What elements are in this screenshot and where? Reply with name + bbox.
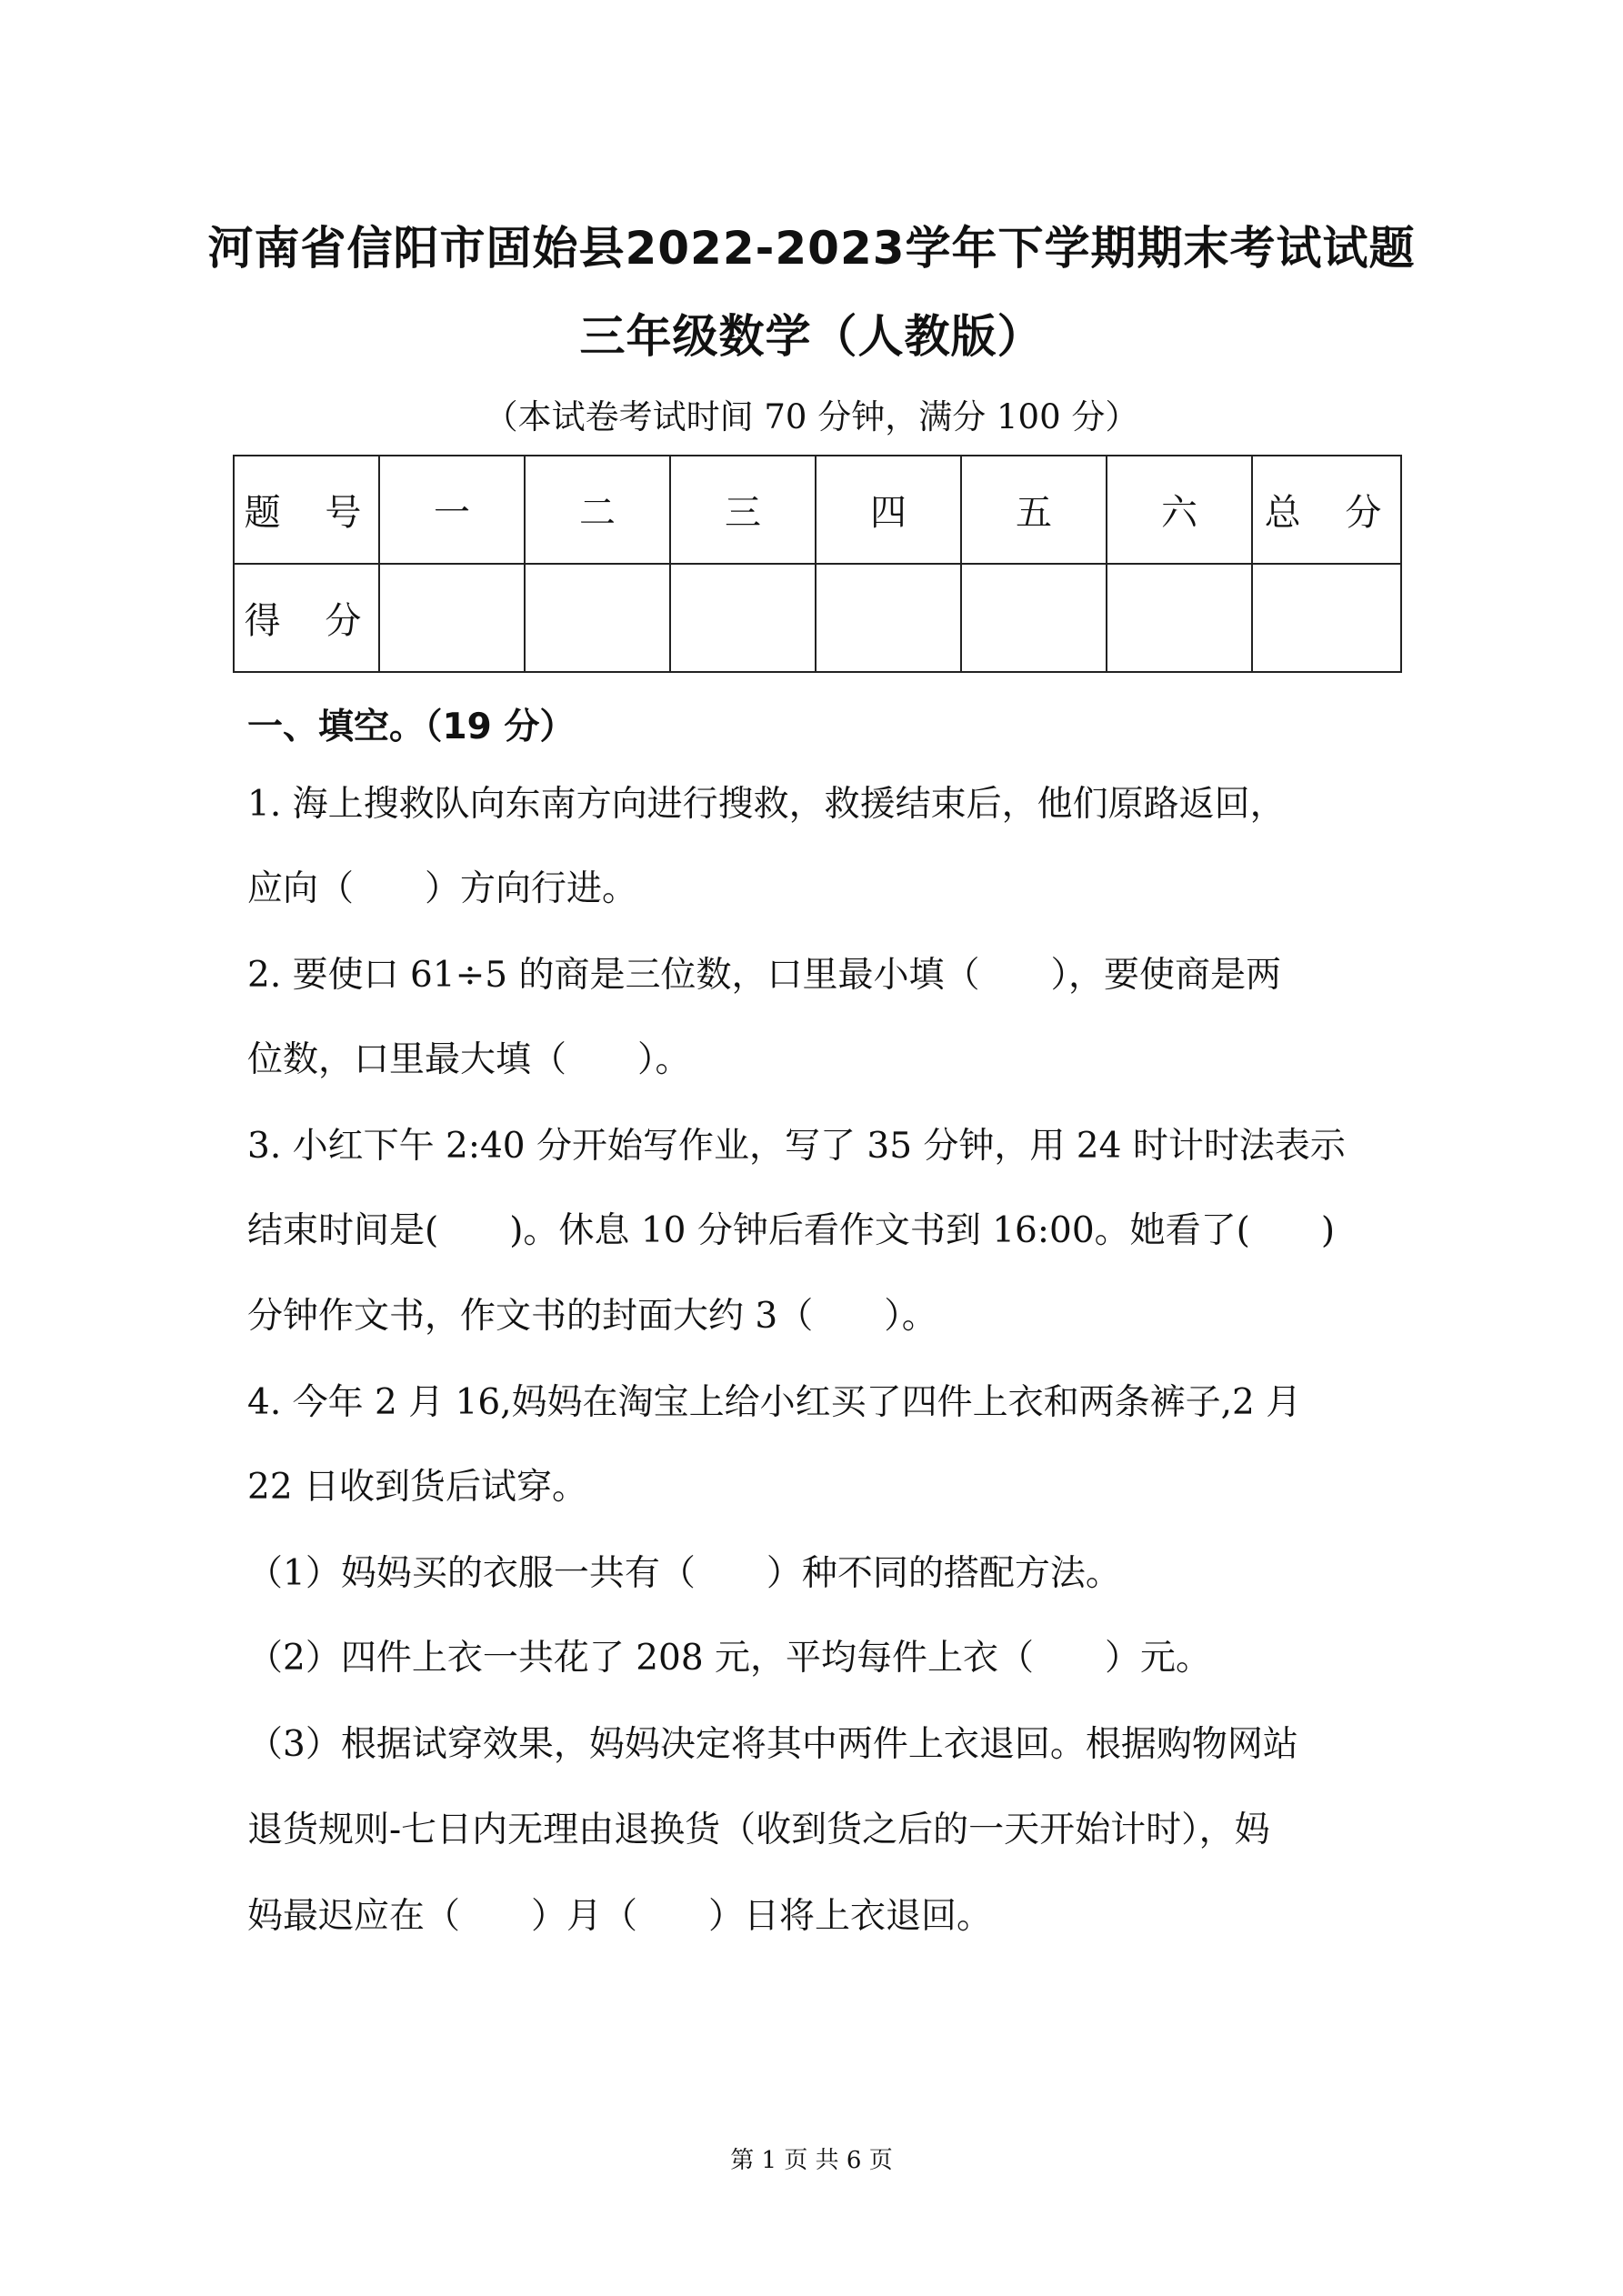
score-table [233, 455, 1402, 673]
question-line: 3. 小红下午 2:40 分开始写作业，写了 35 分钟，用 24 时计时法表示 [247, 1126, 1346, 1167]
question-line: 2. 要使口 61÷5 的商是三位数，口里最小填（ ），要使商是两 [247, 955, 1282, 996]
score-cell-5 [961, 564, 1107, 672]
question-line: 结束时间是( )。休息 10 分钟后看作文书到 16:00。她看了( ) [247, 1210, 1336, 1251]
score-table-row-label-question: 题 号 [234, 456, 379, 564]
score-table-row-label-score: 得 分 [234, 564, 379, 672]
question-line: 位数，口里最大填（ ）。 [247, 1039, 691, 1080]
score-table-col-3: 三 [670, 456, 816, 564]
score-table-col-total: 总 分 [1252, 456, 1401, 564]
score-table-col-4: 四 [816, 456, 961, 564]
score-cell-4 [816, 564, 961, 672]
question-line: （3）根据试穿效果，妈妈决定将其中两件上衣退回。根据购物网站 [247, 1724, 1298, 1765]
score-table-col-1: 一 [379, 456, 525, 564]
score-table-header-row [234, 456, 1401, 564]
question-line: 应向（ ）方向行进。 [247, 868, 638, 909]
score-cell-3 [670, 564, 816, 672]
question-line: 分钟作文书，作文书的封面大约 3（ ）。 [247, 1296, 937, 1337]
question-line: （2）四件上衣一共花了 208 元，平均每件上衣（ ）元。 [247, 1638, 1212, 1679]
score-cell-1 [379, 564, 525, 672]
score-table-col-5: 五 [961, 456, 1107, 564]
question-line: 退货规则-七日内无理由退换货（收到货之后的一天开始计时），妈 [247, 1810, 1270, 1850]
question-line: 22 日收到货后试穿。 [247, 1467, 588, 1508]
question-line: 4. 今年 2 月 16,妈妈在淘宝上给小红买了四件上衣和两条裤子,2 月 [247, 1382, 1302, 1423]
page-number: 第 1 页 共 6 页 [730, 2147, 893, 2174]
question-line: 妈最迟应在（ ）月（ ）日将上衣退回。 [247, 1896, 993, 1937]
score-cell-2 [525, 564, 670, 672]
section-heading-fill-blank: 一、填空。（19 分） [247, 707, 576, 747]
score-table-col-6: 六 [1107, 456, 1252, 564]
exam-title: 河南省信阳市固始县2022-2023学年下学期期末考试试题 [207, 222, 1416, 275]
question-line: 1. 海上搜救队向东南方向进行搜救，救援结束后，他们原路返回， [247, 784, 1286, 825]
score-table-score-row [234, 564, 1401, 672]
score-cell-6 [1107, 564, 1252, 672]
exam-note: （本试卷考试时间 70 分钟，满分 100 分） [484, 397, 1139, 436]
question-line: （1）妈妈买的衣服一共有（ ）种不同的搭配方法。 [247, 1553, 1121, 1594]
exam-subtitle: 三年级数学（人教版） [579, 310, 1044, 363]
score-table-col-2: 二 [525, 456, 670, 564]
score-cell-total [1252, 564, 1401, 672]
